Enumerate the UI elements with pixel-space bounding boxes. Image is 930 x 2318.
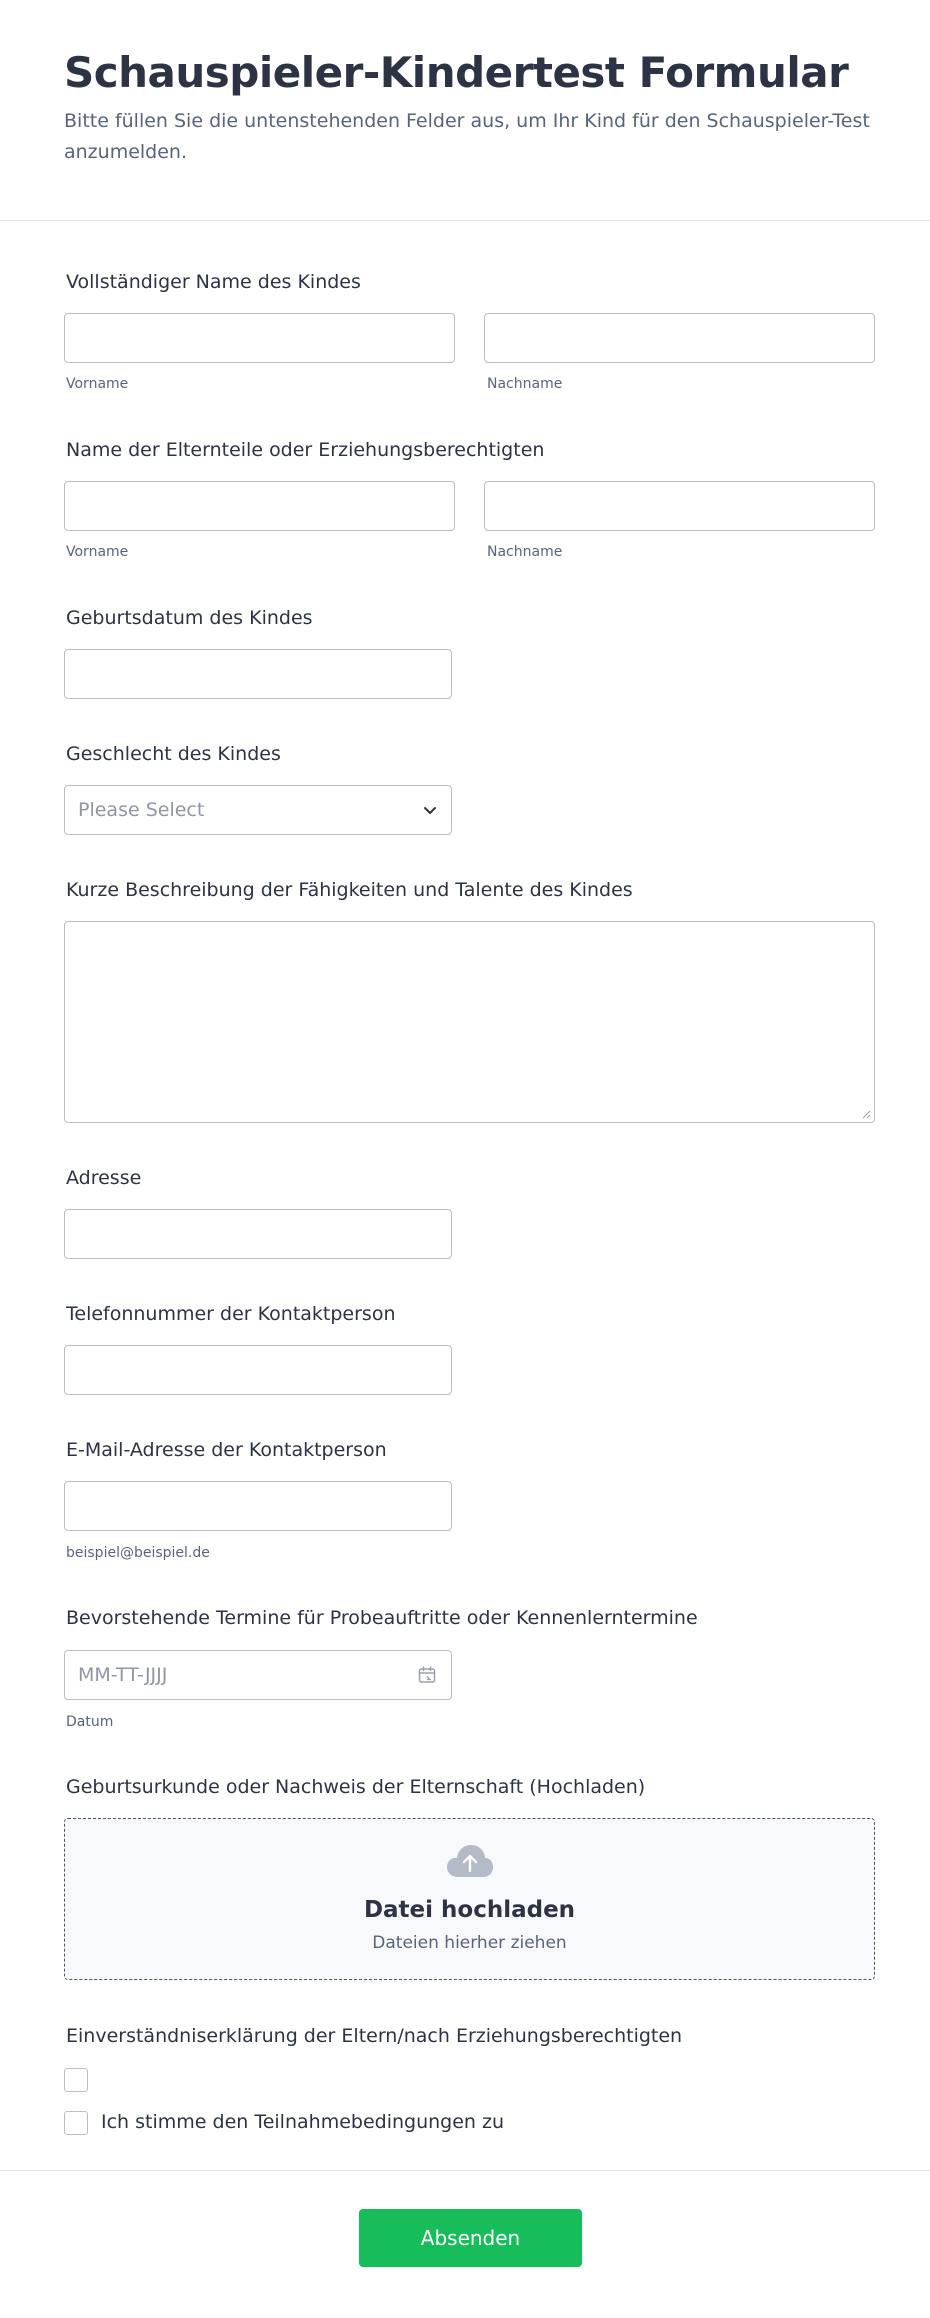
upload-subtitle: Dateien hierher ziehen <box>372 1933 567 1953</box>
appointment-date-placeholder: MM-TT-JJJJ <box>78 1664 168 1686</box>
cloud-upload-icon <box>445 1843 495 1881</box>
parent-last-name-input[interactable] <box>484 481 875 531</box>
form-header <box>0 0 930 221</box>
upload-label: Geburtsurkunde oder Nachweis der Elternschaft (Hochladen) <box>66 1776 646 1798</box>
phone-input[interactable] <box>64 1345 452 1395</box>
description-textarea[interactable] <box>64 921 875 1123</box>
parent-last-name-sublabel: Nachname <box>487 544 563 560</box>
consent-terms-label: Ich stimme den Teilnahmebedingungen zu <box>101 2111 505 2133</box>
consent-terms-checkbox[interactable] <box>64 2111 88 2135</box>
gender-select[interactable] <box>64 785 452 835</box>
upload-title: Datei hochladen <box>363 1897 576 1923</box>
phone-label: Telefonnummer der Kontaktperson <box>66 1303 396 1325</box>
gender-placeholder: Please Select <box>78 799 205 821</box>
form-footer <box>0 2170 930 2318</box>
address-label: Adresse <box>66 1167 142 1189</box>
file-upload-dropzone[interactable] <box>64 1818 875 1980</box>
child-name-label: Vollständiger Name des Kindes <box>66 271 361 293</box>
consent-checkbox-empty[interactable] <box>64 2068 88 2092</box>
email-label: E-Mail-Adresse der Kontaktperson <box>66 1439 387 1461</box>
parent-name-label: Name der Elternteile oder Erziehungsberechtigten <box>66 439 545 461</box>
chevron-down-icon <box>421 801 439 819</box>
submit-button[interactable]: Absenden <box>359 2209 582 2267</box>
parent-first-name-input[interactable] <box>64 481 455 531</box>
parent-first-name-sublabel: Vorname <box>66 544 129 560</box>
email-input[interactable] <box>64 1481 452 1531</box>
email-sublabel: beispiel@beispiel.de <box>66 1545 210 1561</box>
appointment-date-input[interactable] <box>64 1650 452 1700</box>
child-last-name-sublabel: Nachname <box>487 376 563 392</box>
description-label: Kurze Beschreibung der Fähigkeiten und Talente des Kindes <box>66 879 633 901</box>
resize-grip-icon[interactable] <box>861 1109 871 1119</box>
consent-label: Einverständniserklärung der Eltern/nach Erziehungsberechtigten <box>66 2025 683 2047</box>
child-first-name-input[interactable] <box>64 313 455 363</box>
appointment-date-sublabel: Datum <box>66 1714 114 1730</box>
gender-label: Geschlecht des Kindes <box>66 743 281 765</box>
child-first-name-sublabel: Vorname <box>66 376 129 392</box>
calendar-icon[interactable] <box>417 1665 437 1685</box>
birthdate-input[interactable] <box>64 649 452 699</box>
appointments-label: Bevorstehende Termine für Probeauftritte oder Kennenlerntermine <box>66 1607 698 1629</box>
child-last-name-input[interactable] <box>484 313 875 363</box>
page-subtitle: Bitte füllen Sie die untenstehenden Felder aus, um Ihr Kind für den Schauspieler-Test anzumelden. <box>64 110 870 163</box>
page-title: Schauspieler-Kindertest Formular <box>64 48 849 97</box>
birthdate-label: Geburtsdatum des Kindes <box>66 607 313 629</box>
address-input[interactable] <box>64 1209 452 1259</box>
